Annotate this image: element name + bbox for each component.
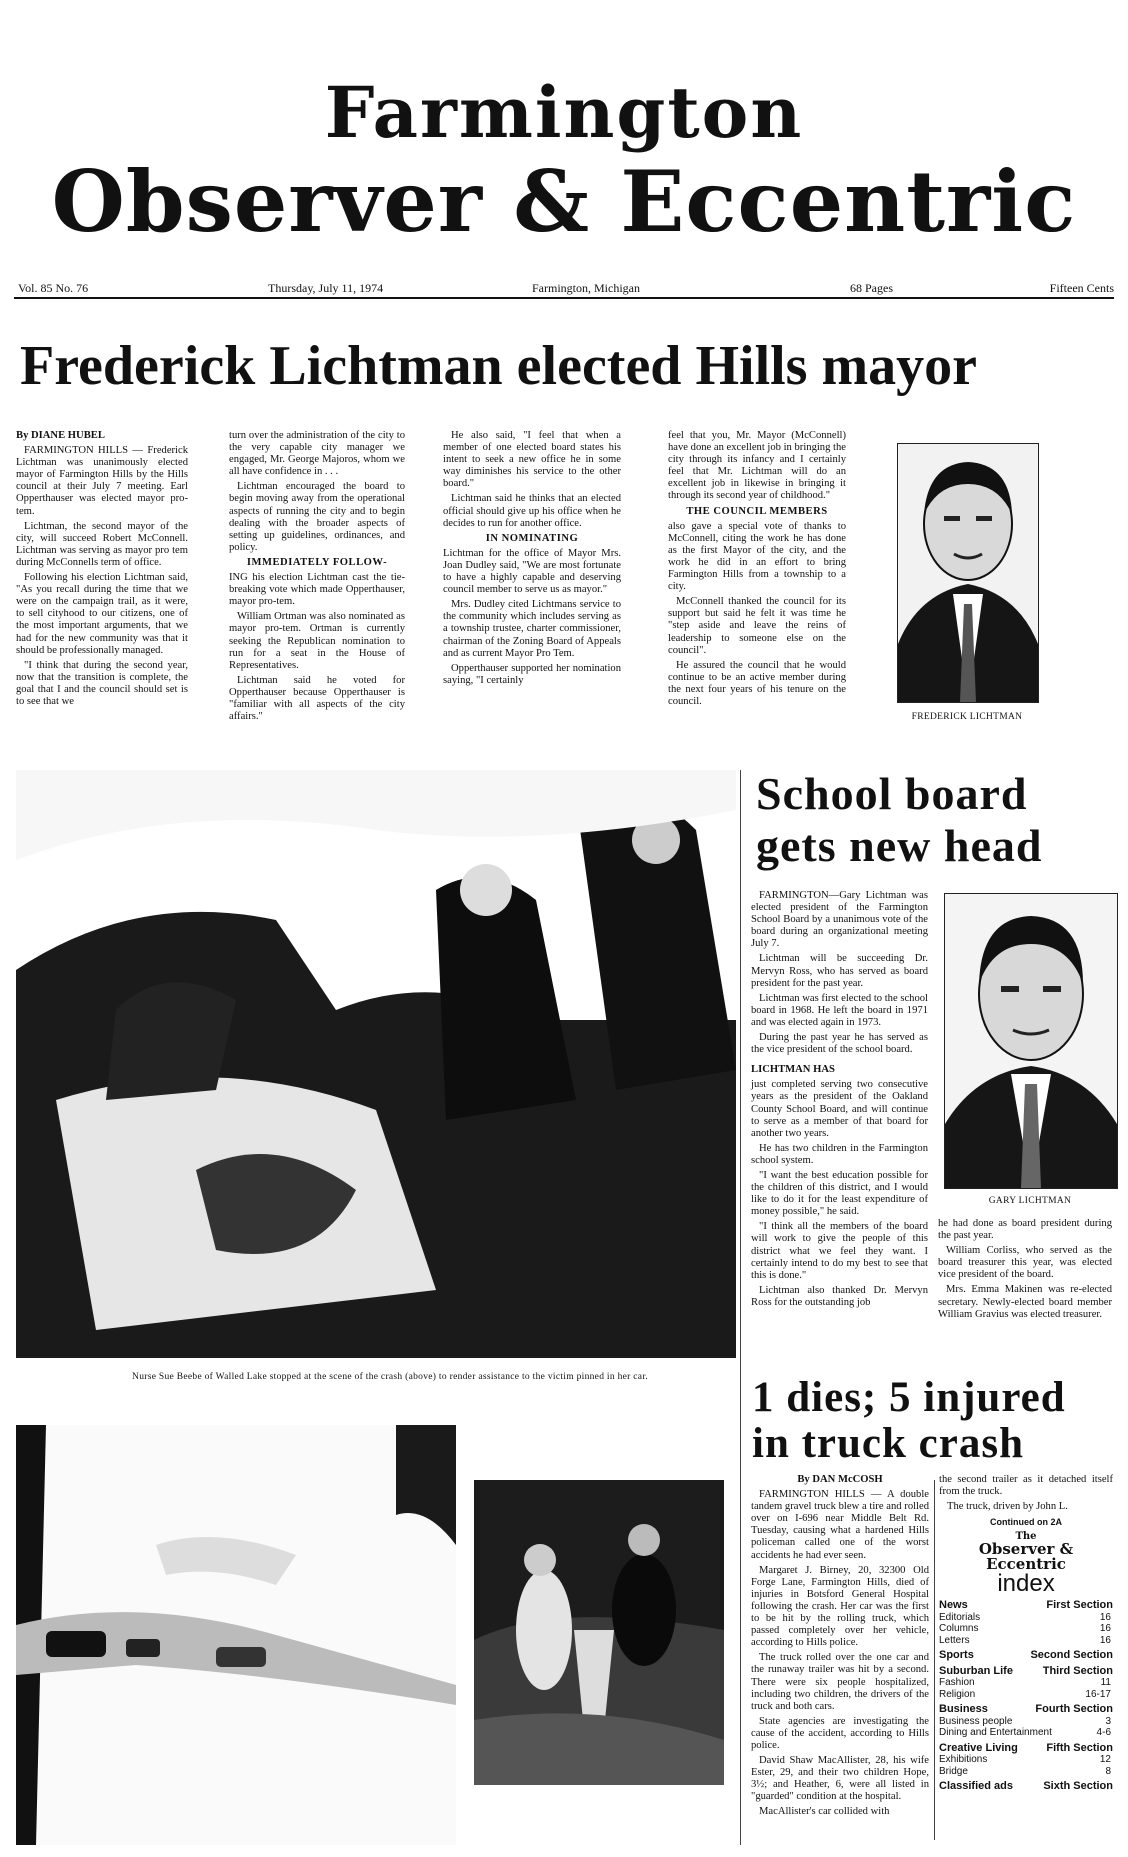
lead-paragraph: He also said, "I feel that when a member of one elected board states his intent to seek a new office he in some way diminishes his service to the other board." [443, 430, 621, 490]
page-count: 68 Pages [850, 281, 893, 295]
index-item-page: 16 [1099, 1634, 1111, 1646]
index-item-row[interactable] [939, 1612, 1113, 1624]
index-item-row[interactable] [939, 1727, 1113, 1739]
issue-price: Fifteen Cents [1049, 281, 1114, 295]
index-section-row[interactable] [939, 1781, 1113, 1793]
index-section-name: News [939, 1599, 968, 1611]
lead-paragraph: William Ortman was also nominated as mayor pro-tem. Ortman is currently seeking the Republican nomination to run for a seat in the House of Representatives. [229, 611, 405, 671]
index-item-row[interactable] [939, 1677, 1113, 1689]
highway-image-icon [16, 1425, 456, 1845]
gary-lichtman-photo [944, 893, 1118, 1189]
lead-byline: By DIANE HUBEL [16, 430, 105, 441]
index-section-label: Second Section [1030, 1649, 1113, 1661]
crash-paragraph: David Shaw MacAllister, 28, his wife Ester, 29, and their two children Hope, 3½; and Heather, 6, were all listed in "guarded" condition at the hospital. [751, 1755, 929, 1803]
portrait-icon [898, 444, 1038, 702]
lead-column-4 [668, 430, 846, 711]
index-item-label: Editorials [939, 1611, 981, 1623]
index-item-page: 16 [1099, 1623, 1111, 1634]
index-item-label: Bridge [939, 1765, 968, 1777]
column-divider [934, 1480, 935, 1840]
school-paragraph: During the past year he has served as the vice president of the school board. [751, 1032, 928, 1056]
lead-paragraph: Lichtman said he voted for Opperthauser because Opperthauser is "familiar with all aspects of the city affairs." [229, 674, 405, 723]
index-section-row[interactable] [939, 1650, 1113, 1662]
index-section-name: Sports [939, 1649, 974, 1661]
index-item-page: 12 [1099, 1754, 1111, 1765]
lead-paragraph: Lichtman said he thinks that an elected official should give up his office when he decides to run for another office. [443, 493, 621, 529]
crash-headline-line-1: 1 dies; 5 injured [752, 1374, 1066, 1421]
index-item-page: 16-17 [1085, 1688, 1111, 1700]
index-section-name: Business [939, 1703, 988, 1715]
lead-subhead: IMMEDIATELY FOLLOW- [246, 556, 388, 568]
school-column-1 [751, 890, 928, 1312]
lead-column-2 [229, 430, 405, 726]
lead-headline: Frederick Lichtman elected Hills mayor [20, 335, 977, 397]
school-paragraph: Lichtman also thanked Dr. Mervyn Ross for the outstanding job [751, 1284, 928, 1308]
index-item-page: 3 [1105, 1715, 1111, 1727]
crash-paragraph: State agencies are investigating the cause of the accident, according to Hills police. [751, 1715, 929, 1751]
index-item-row[interactable] [939, 1689, 1113, 1701]
lead-paragraph: Following his election Lichtman said, "As you recall during the time that we were on the campaign trail, as it were, to sell cityhood to our citizens, one of the most important arguments, that we had for the new community was that it should be professionally managed. [16, 572, 188, 656]
crash-paragraph: The truck, driven by John L. [947, 1501, 1068, 1513]
school-paragraph: He has two children in the Farmington school system. [751, 1142, 928, 1166]
index-section-name: Classified ads [939, 1780, 1013, 1792]
index-section-row[interactable] [939, 1600, 1113, 1612]
index-list [939, 1600, 1113, 1793]
highway-scene-photo [16, 1425, 456, 1845]
frederick-lichtman-photo [897, 443, 1039, 703]
index-item-page: 8 [1105, 1765, 1111, 1777]
crash-paragraph: The truck rolled over the one car and the runaway trailer was hit by a second. There were six people hospitalized, including two children, the drivers of the truck and both cars. [751, 1652, 929, 1712]
lead-paragraph: "I think that during the second year, now that the transition is complete, the goal that I and the council should set is to see that we [16, 659, 188, 707]
lead-paragraph: turn over the administration of the city to the very capable city manager we engaged, Mr. George Majoros, whom we all have confidence in . . . [229, 430, 405, 478]
index-masthead-top: The [1015, 1531, 1037, 1542]
index-item-row[interactable] [939, 1635, 1113, 1647]
index-item-row[interactable] [939, 1766, 1113, 1778]
crash-paragraph: MacAllister's car collided with [759, 1806, 890, 1818]
school-paragraph: Lichtman will be succeeding Dr. Mervyn Ross, who has served as board president for the past year. [751, 953, 928, 989]
index-item-label: Exhibitions [939, 1754, 988, 1765]
school-headline-line-1: School board [756, 768, 1028, 819]
crash-column-1 [751, 1474, 929, 1822]
school-paragraph: just completed serving two consecutive years as the president of the Oakland County School Board, and will continue to serve as a member of that board for another two years. [751, 1079, 928, 1139]
gary-photo-caption: GARY LICHTMAN [988, 1196, 1072, 1206]
school-paragraph: Mrs. Emma Makinen was re-elected secretary. Newly-elected board member William Gravius was elected treasurer. [938, 1284, 1112, 1320]
crash-headline-line-2: in truck crash [752, 1420, 1024, 1467]
masthead-subtitle: Observer & Eccentric [51, 152, 1077, 251]
index-item-label: Business people [939, 1715, 1013, 1727]
index-box [939, 1532, 1113, 1793]
crash-byline: By DAN McCOSH [797, 1474, 883, 1485]
lead-paragraph: Lichtman encouraged the board to begin moving away from the operational aspects of running the city and to begin dealing with the broader aspects of setting up guidelines, ordinances, and policy. [229, 481, 405, 553]
index-item-label: Dining and Entertainment [939, 1727, 1052, 1738]
crash-paragraph: the second trailer as it detached itself from the truck. [939, 1474, 1113, 1498]
crash-scene-image-icon [16, 770, 736, 1358]
column-divider [740, 770, 741, 1845]
crash-paragraph: FARMINGTON HILLS — A double tandem gravel truck blew a tire and rolled over on I-696 near Middle Belt Rd. Tuesday, causing what a hardened Hills policeman called one of the worst accidents he had ever seen. [751, 1489, 929, 1561]
lead-paragraph: FARMINGTON HILLS — Frederick Lichtman was unanimously elected mayor of Farmington Hills by the Hills council at their July 7 meeting. Earl Opperthauser was elected mayor pro-tem. [16, 445, 188, 517]
lead-column-1 [16, 430, 188, 711]
lead-subhead: THE COUNCIL MEMBERS [686, 505, 828, 517]
index-item-label: Columns [939, 1623, 979, 1634]
school-paragraph: "I want the best education possible for the children of this district, and I would like to do it for the least expenditure of money possible," he said. [751, 1169, 928, 1218]
school-headline-line-2: gets new head [756, 820, 1043, 871]
school-subhead: LICHTMAN HAS [751, 1064, 835, 1076]
portrait-icon [945, 894, 1117, 1188]
lead-column-3 [443, 430, 621, 690]
index-item-page: 16 [1099, 1611, 1111, 1623]
school-paragraph: "I think all the members of the board will work to give the people of this district what we feel they want. I certainly intend to do my best to see that this is done." [751, 1221, 928, 1281]
rescue-image-icon [474, 1480, 724, 1785]
index-section-label: Sixth Section [1043, 1780, 1113, 1792]
index-item-row[interactable] [939, 1716, 1113, 1728]
school-paragraph: William Corliss, who served as the board treasurer this year, was elected vice president of the board. [938, 1245, 1112, 1281]
lead-paragraph: ING his election Lichtman cast the tie-breaking vote which made Opperthauser, mayor pro-tem. [229, 572, 405, 608]
index-item-page: 11 [1100, 1677, 1111, 1688]
crash-paragraph: Margaret J. Birney, 20, 32300 Old Forge Lane, Farmington Hills, died of injuries in Botsford General Hospital following the crash. Her car was the first to be hit by the rolling truck, which passed completely over her vehicle, according to Hills police. [751, 1564, 929, 1649]
crash-column-2 [939, 1474, 1113, 1531]
crash-photo-caption: Nurse Sue Beebe of Walled Lake stopped at the scene of the crash (above) to render assistance to the victim pinned in her car. [132, 1372, 648, 1382]
lead-paragraph: Opperthauser supported her nomination saying, "I certainly [443, 662, 621, 686]
index-section-name: Creative Living [939, 1741, 1018, 1754]
school-column-2 [938, 1218, 1112, 1324]
index-item-row[interactable] [939, 1754, 1113, 1766]
crash-scene-photo [16, 770, 736, 1358]
index-section-label: Fifth Section [1046, 1741, 1113, 1754]
index-item-page: 4-6 [1096, 1727, 1111, 1738]
lead-paragraph: Lichtman for the office of Mayor Mrs. Joan Dudley said, "We are most fortunate to have a highly capable and deserving council member to serve us as mayor." [443, 547, 621, 596]
school-paragraph: FARMINGTON—Gary Lichtman was elected president of the Farmington School Board by a unanimous vote of the board during an organizational meeting July 7. [751, 890, 928, 950]
issue-date: Thursday, July 11, 1974 [268, 281, 384, 295]
lead-paragraph: feel that you, Mr. Mayor (McConnell) have done an excellent job in bringing the city through its infancy and I certainly feel that Mr. Lichtman will do an excellent job in likewise in bringing it through its second year of childhood." [668, 430, 846, 502]
dateline-place: Farmington, Michigan [532, 281, 640, 295]
school-paragraph: he had done as board president during the past year. [938, 1218, 1112, 1242]
dateline-rule [14, 297, 1114, 299]
volume-number: Vol. 85 No. 76 [18, 281, 89, 295]
index-item-label: Religion [939, 1688, 976, 1700]
index-masthead: Observer & Eccentric [978, 1540, 1074, 1573]
lead-subhead: IN NOMINATING [485, 532, 579, 544]
lead-paragraph: Mrs. Dudley cited Lichtmans service to the community which includes serving as a township trustee, charter commissioner, chairman of the Zoning Board of Appeals and as current Mayor Pro Tem. [443, 599, 621, 659]
continued-note[interactable]: Continued on 2A [990, 1517, 1062, 1528]
index-item-row[interactable] [939, 1623, 1113, 1635]
rescue-workers-photo [474, 1480, 724, 1785]
frederick-photo-caption: FREDERICK LICHTMAN [911, 712, 1023, 722]
masthead-title: Farmington [324, 71, 804, 154]
index-section-label: First Section [1046, 1599, 1113, 1611]
school-paragraph: Lichtman was first elected to the school board in 1968. He left the board in 1971 and was elected again in 1973. [751, 992, 928, 1028]
index-section-row[interactable] [939, 1704, 1113, 1716]
index-section-label: Third Section [1042, 1664, 1113, 1677]
index-item-label: Fashion [939, 1677, 975, 1688]
lead-paragraph: McConnell thanked the council for its support but said he felt it was time he "step aside and leave the reins of leadership to someone else on the council". [668, 596, 846, 656]
index-section-name: Suburban Life [939, 1664, 1013, 1677]
index-section-row[interactable] [939, 1743, 1113, 1755]
index-item-label: Letters [939, 1634, 970, 1646]
index-section-row[interactable] [939, 1666, 1113, 1678]
lead-paragraph: He assured the council that he would continue to be an active member during the next four years of his tenure on the council. [668, 659, 846, 707]
lead-paragraph: Lichtman, the second mayor of the city, will succeed Robert McConnell. Lichtman was serving as mayor pro tem during McConnells term of office. [16, 520, 188, 568]
index-title: index [997, 1570, 1055, 1597]
lead-paragraph: also gave a special vote of thanks to McConnell, citing the work he has done as the first Mayor of the city, and the work he did in an effort to bring Farmington Hills from a township to a city. [668, 520, 846, 593]
index-section-label: Fourth Section [1035, 1703, 1113, 1715]
